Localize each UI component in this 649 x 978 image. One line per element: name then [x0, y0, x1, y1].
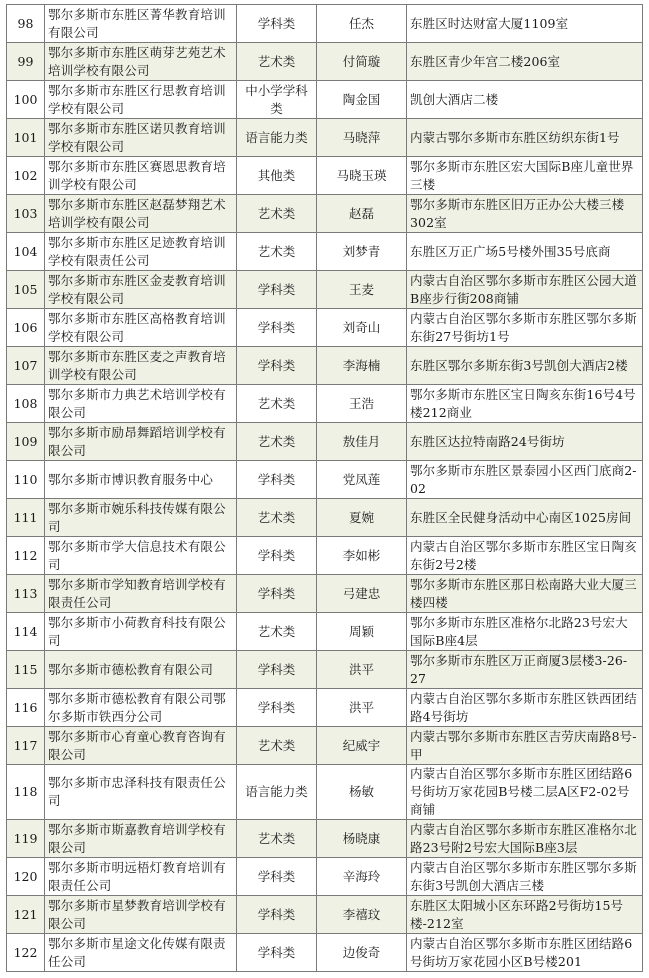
category: 艺术类: [237, 727, 317, 765]
table-row: [7, 271, 643, 309]
legal-representative: 夏婉: [317, 499, 407, 537]
legal-representative: 弓建忠: [317, 575, 407, 613]
institution-name: 鄂尔多斯市心育童心教育咨询有限公司: [45, 727, 237, 765]
institution-name: 鄂尔多斯市东胜区赛恩思教育培训学校有限公司: [45, 157, 237, 195]
category: 艺术类: [237, 499, 317, 537]
institution-name: 鄂尔多斯市星梦教育培训学校有限公司: [45, 896, 237, 934]
address: 内蒙古自治区鄂尔多斯市东胜区鄂尔多斯东街3号凯创大酒店三楼: [407, 858, 643, 896]
address: 鄂尔多斯市东胜区那日松南路大业大厦三楼四楼: [407, 575, 643, 613]
address: 凯创大酒店二楼: [407, 81, 643, 119]
row-number: 114: [7, 613, 45, 651]
row-number: 98: [7, 5, 45, 43]
address: 内蒙古自治区鄂尔多斯市东胜区鄂尔多斯东街27号街坊1号: [407, 309, 643, 347]
table-row: [7, 309, 643, 347]
category: 学科类: [237, 347, 317, 385]
institution-name: 鄂尔多斯市力典艺术培训学校有限公司: [45, 385, 237, 423]
row-number: 119: [7, 820, 45, 858]
row-number: 120: [7, 858, 45, 896]
institution-name: 鄂尔多斯市德松教育有限公司鄂尔多斯市铁西分公司: [45, 689, 237, 727]
row-number: 108: [7, 385, 45, 423]
address: 内蒙古自治区鄂尔多斯市东胜区公园大道B座步行街208商铺: [407, 271, 643, 309]
legal-representative: 马晓萍: [317, 119, 407, 157]
institution-name: 鄂尔多斯市东胜区萌芽艺苑艺术培训学校有限公司: [45, 43, 237, 81]
institution-name: 鄂尔多斯市东胜区赵磊梦翔艺术培训学校有限公司: [45, 195, 237, 233]
legal-representative: 边俊奇: [317, 934, 407, 972]
legal-representative: 洪平: [317, 651, 407, 689]
address: 东胜区鄂尔多斯东街3号凯创大酒店2楼: [407, 347, 643, 385]
category: 艺术类: [237, 233, 317, 271]
legal-representative: 李海楠: [317, 347, 407, 385]
institution-table: [6, 4, 643, 972]
row-number: 109: [7, 423, 45, 461]
legal-representative: 刘奇山: [317, 309, 407, 347]
legal-representative: 李如彬: [317, 537, 407, 575]
category: 语言能力类: [237, 765, 317, 820]
table-row: [7, 347, 643, 385]
table-row: [7, 423, 643, 461]
legal-representative: 赵磊: [317, 195, 407, 233]
table-row: [7, 651, 643, 689]
table-row: [7, 896, 643, 934]
table-row: [7, 5, 643, 43]
address: 东胜区全民健身活动中心南区1025房间: [407, 499, 643, 537]
row-number: 116: [7, 689, 45, 727]
institution-name: 鄂尔多斯市明远梧灯教育培训有限责任公司: [45, 858, 237, 896]
row-number: 117: [7, 727, 45, 765]
row-number: 104: [7, 233, 45, 271]
institution-name: 鄂尔多斯市斯嘉教育培训学校有限公司: [45, 820, 237, 858]
address: 东胜区太阳城小区东环路2号街坊15号楼-212室: [407, 896, 643, 934]
legal-representative: 任杰: [317, 5, 407, 43]
row-number: 101: [7, 119, 45, 157]
table-row: [7, 575, 643, 613]
institution-name: 鄂尔多斯市忠泽科技有限责任公司: [45, 765, 237, 820]
institution-name: 鄂尔多斯市学大信息技术有限公司: [45, 537, 237, 575]
institution-name: 鄂尔多斯市东胜区金麦教育培训学校有限公司: [45, 271, 237, 309]
table-row: [7, 689, 643, 727]
table-row: [7, 727, 643, 765]
row-number: 111: [7, 499, 45, 537]
legal-representative: 敖佳月: [317, 423, 407, 461]
row-number: 121: [7, 896, 45, 934]
category: 学科类: [237, 689, 317, 727]
category: 艺术类: [237, 43, 317, 81]
legal-representative: 付简璇: [317, 43, 407, 81]
address: 内蒙古自治区鄂尔多斯市东胜区团结路6号街坊万家花园B号楼二层A区F2-02号商铺: [407, 765, 643, 820]
legal-representative: 陶金国: [317, 81, 407, 119]
category: 学科类: [237, 934, 317, 972]
category: 学科类: [237, 575, 317, 613]
legal-representative: 王浩: [317, 385, 407, 423]
address: 内蒙古鄂尔多斯市东胜区纺织东街1号: [407, 119, 643, 157]
category: 学科类: [237, 271, 317, 309]
address: 内蒙古自治区鄂尔多斯市东胜区准格尔北路23号附2号宏大国际B座3层: [407, 820, 643, 858]
address: 东胜区万正广场5号楼外围35号底商: [407, 233, 643, 271]
category: 艺术类: [237, 820, 317, 858]
institution-name: 鄂尔多斯市博识教育服务中心: [45, 461, 237, 499]
table-row: [7, 233, 643, 271]
table-row: [7, 81, 643, 119]
address: 内蒙古自治区鄂尔多斯市东胜区宝日陶亥东街2号2楼: [407, 537, 643, 575]
address: 内蒙古鄂尔多斯市东胜区吉劳庆南路8号-甲: [407, 727, 643, 765]
category: 学科类: [237, 5, 317, 43]
category: 学科类: [237, 461, 317, 499]
row-number: 107: [7, 347, 45, 385]
category: 学科类: [237, 858, 317, 896]
table-row: [7, 858, 643, 896]
row-number: 102: [7, 157, 45, 195]
row-number: 103: [7, 195, 45, 233]
address: 鄂尔多斯市东胜区宏大国际B座儿童世界三楼: [407, 157, 643, 195]
category: 学科类: [237, 309, 317, 347]
category: 语言能力类: [237, 119, 317, 157]
address: 内蒙古自治区鄂尔多斯市东胜区团结路6号街坊万家花园小区B号楼201: [407, 934, 643, 972]
row-number: 105: [7, 271, 45, 309]
address: 鄂尔多斯市东胜区宝日陶亥东街16号4号楼212商业: [407, 385, 643, 423]
row-number: 112: [7, 537, 45, 575]
institution-name: 鄂尔多斯市东胜区高格教育培训学校有限公司: [45, 309, 237, 347]
legal-representative: 杨敏: [317, 765, 407, 820]
category: 艺术类: [237, 385, 317, 423]
table-body: [7, 5, 643, 972]
address: 鄂尔多斯市东胜区景泰园小区西门底商2-02: [407, 461, 643, 499]
table-row: [7, 195, 643, 233]
row-number: 118: [7, 765, 45, 820]
table-row: [7, 43, 643, 81]
institution-name: 鄂尔多斯市东胜区诺贝教育培训学校有限公司: [45, 119, 237, 157]
row-number: 106: [7, 309, 45, 347]
table-row: [7, 385, 643, 423]
legal-representative: 马晓玉瑛: [317, 157, 407, 195]
table-row: [7, 820, 643, 858]
category: 中小学学科类: [237, 81, 317, 119]
table-row: [7, 537, 643, 575]
table-row: [7, 461, 643, 499]
category: 艺术类: [237, 195, 317, 233]
institution-name: 鄂尔多斯市婉乐科技传媒有限公司: [45, 499, 237, 537]
legal-representative: 周颖: [317, 613, 407, 651]
address: 鄂尔多斯市东胜区准格尔北路23号宏大国际B座4层: [407, 613, 643, 651]
institution-name: 鄂尔多斯市东胜区菁华教育培训有限公司: [45, 5, 237, 43]
row-number: 122: [7, 934, 45, 972]
institution-name: 鄂尔多斯市星途文化传媒有限责任公司: [45, 934, 237, 972]
category: 学科类: [237, 651, 317, 689]
table-row: [7, 119, 643, 157]
category: 学科类: [237, 537, 317, 575]
institution-name: 鄂尔多斯市东胜区足迹教育培训学校有限责任公司: [45, 233, 237, 271]
legal-representative: 杨晓康: [317, 820, 407, 858]
table-row: [7, 613, 643, 651]
category: 学科类: [237, 896, 317, 934]
institution-name: 鄂尔多斯市学知教育培训学校有限责任公司: [45, 575, 237, 613]
row-number: 115: [7, 651, 45, 689]
category: 艺术类: [237, 613, 317, 651]
table-row: [7, 934, 643, 972]
legal-representative: 洪平: [317, 689, 407, 727]
category: 其他类: [237, 157, 317, 195]
table-row: [7, 499, 643, 537]
legal-representative: 辛海玲: [317, 858, 407, 896]
legal-representative: 纪威宇: [317, 727, 407, 765]
legal-representative: 李禧玟: [317, 896, 407, 934]
legal-representative: 刘梦青: [317, 233, 407, 271]
institution-name: 鄂尔多斯市东胜区麦之声教育培训学校有限公司: [45, 347, 237, 385]
institution-name: 鄂尔多斯市德松教育有限公司: [45, 651, 237, 689]
institution-name: 鄂尔多斯市小荷教育科技有限公司: [45, 613, 237, 651]
table-row: [7, 765, 643, 820]
address: 东胜区时达财富大厦1109室: [407, 5, 643, 43]
institution-name: 鄂尔多斯市东胜区行思教育培训学校有限公司: [45, 81, 237, 119]
address: 东胜区青少年宫二楼206室: [407, 43, 643, 81]
table-row: [7, 157, 643, 195]
institution-name: 鄂尔多斯市励昂舞蹈培训学校有限公司: [45, 423, 237, 461]
legal-representative: 党凤莲: [317, 461, 407, 499]
row-number: 113: [7, 575, 45, 613]
row-number: 110: [7, 461, 45, 499]
address: 鄂尔多斯市东胜区旧万正办公大楼三楼302室: [407, 195, 643, 233]
address: 东胜区达拉特南路24号街坊: [407, 423, 643, 461]
address: 鄂尔多斯市东胜区万正商厦3层楼3-26-27: [407, 651, 643, 689]
address: 内蒙古自治区鄂尔多斯市东胜区铁西团结路4号街坊: [407, 689, 643, 727]
category: 艺术类: [237, 423, 317, 461]
legal-representative: 王麦: [317, 271, 407, 309]
row-number: 100: [7, 81, 45, 119]
row-number: 99: [7, 43, 45, 81]
